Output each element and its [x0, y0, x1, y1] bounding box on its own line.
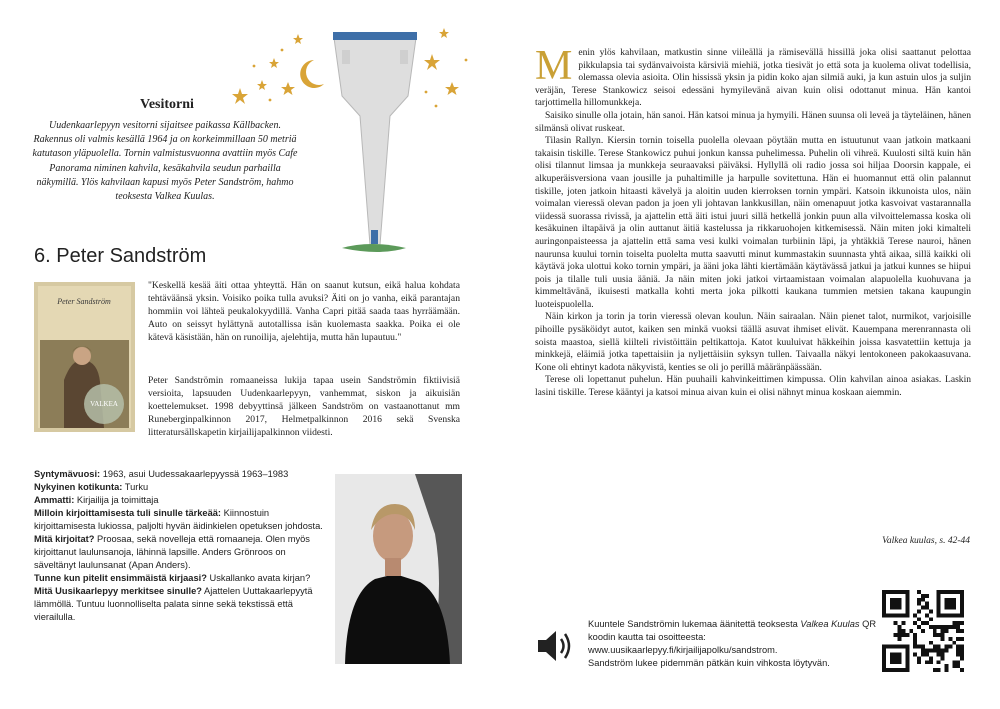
qa-item: Syntymävuosi: 1963, asui Uudessakaarlepyyssä 1963–1983 — [34, 469, 289, 479]
moon-icon — [300, 60, 324, 88]
story-paragraph: Saisiko sinulle olla jotain, hän sanoi. Hän katsoi minua ja hymyili. Hänen suunsa oli leveä ja täyteläinen, hänen silmänsä olivat ruskeat. — [535, 109, 971, 134]
author-qa — [34, 468, 330, 624]
qa-item: Mitä Uusikaarlepyy merkitsee sinulle? Ajattelen Uuttakaarlepyytä lämmöllä. Tuntuu luonnolliselta palata sinne sekä tekstissä että vierailulla. — [34, 586, 313, 622]
tower-title: Vesitorni — [140, 97, 194, 112]
qa-item: Milloin kirjoittamisesta tuli sinulle tärkeää: Kiinnostuin kirjoittamisesta lukiossa, paljolti hyvän äidinkielen opetuksen johdosta. — [34, 508, 323, 531]
qa-item: Mitä kirjoitat? Proosaa, sekä novelleja että romaaneja. Olen myös kirjoittanut laulunsanoja, lähinnä lapsille. Anders Grönroos on säveltänyt laulunsanat (Apan Anders). — [34, 534, 310, 570]
qa-item: Tunne kun pitelit ensimmäistä kirjaasi? Uskallanko avata kirjan? — [34, 573, 311, 583]
drop-cap: M — [535, 43, 573, 89]
right-page — [500, 0, 1000, 709]
audio-info: Kuuntele Sandströmin lukemaa äänitettä teoksesta Valkea Kuulas QR koodin kautta tai osoitteesta: www.uusikaarlepyy.fi/kirjailijapolku/sandstrom. Sandström lukee pidemmän pätkän kuin vihkosta löytyvän. — [588, 619, 877, 668]
book-author: Peter Sandström — [57, 297, 111, 306]
audio-url[interactable]: www.uusikaarlepyy.fi/kirjailijapolku/sandstrom. — [588, 645, 778, 655]
author-portrait — [335, 474, 462, 664]
speaker-icon[interactable] — [536, 628, 576, 664]
qa-item: Ammatti: Kirjailija ja toimittaja — [34, 495, 159, 505]
story-paragraph: Terese oli lopettanut puhelun. Hän puuhaili kahvinkeittimen kimpussa. Olin kahvilan ainoa asiakas. Laskin lasini tiskille. Terese kääntyi ja katsoi minua aivan kuin ei olisi nähnyt minua koskaan aiemmin. — [535, 374, 971, 399]
quote: "Keskellä kesää äiti ottaa yhteyttä. Hän on saanut kutsun, eikä halua kohdata tehtäväänsä yksin. Voisiko poika tulla avuksi? Äiti on jo vanha, eikä parantajan hommiin voi lähteä peukalokyydillä. Vanha Capri pitää saada taas hyrräämään. Auto on seissyt hylättynä autotallissa isän kuolemasta saakka. Poika ei ole kätevä käsistään, hän on runoilija, ajelehtija, mutta hän lupautuu." — [148, 280, 460, 343]
book-sticker-text: VALKEA — [90, 400, 118, 408]
story-paragraph: Menin ylös kahvilaan, matkustin sinne viileällä ja rämisevällä hissillä joka olisi saattanut pelottaa pikkulapsia tai sydänvaivoista kärsiviä miehiä, jotka tiesivät jo että sota ja kuolema olivat todellisia, olemassa olevia asioita. Olin hississä yksin ja pidin koko ajan silmiä auki, ja kun astuin ulos ja suljin veräjän, Terese Stankowicz seisoi edessäni hymyilevänä aivan kuin olisi odottanut minua. Hän kantoi tarjottimella hillomunkkeja. — [535, 43, 971, 109]
author-bio: Peter Sandströmin romaaneissa lukija tapaa usein Sandströmin fiktiivisiä versioita, lapsuuden Uudenkaarlepyyn, vanhemmat, siskon ja aikuisiän koettelemukset. 1998 debyyttinsä jälkeen Sandström on vastaanottanut mm Runeberginpalkinnon 2017, Helmetpalkinnon 2016 sekä Svenska litteratursällskapetin kirjailijapalkinnon viidesti. — [148, 375, 460, 438]
book-cover — [34, 282, 135, 432]
story-source: Valkea kuulas, s. 42-44 — [882, 536, 970, 546]
qa-item: Nykyinen kotikunta: Turku — [34, 482, 149, 492]
story-excerpt — [535, 43, 971, 400]
story-paragraph: Tilasin Rallyn. Kiersin tornin toisella puolella olevaan pöytään mutta en istuutunut vaan jatkoin matkaani takaisin tiskille. Terese Stankowicz puhui jonkun kanssa puhelimessa. Puhelin oli vihreä. Kuulosti siltä kuin hän olisi tilannut limsaa ja munkkeja seuraavaksi päiväksi. Hyllyllä oli radio jossa soi hiljaa Doorsin kappale, ei alkuperäisversiona vaan jousille ja puhaltimille ja harpulle sovitettuna. Hän ei huomannut että olin palannut tiskille, joten jatkoin hitaasti kävelyä ja aloitin uuden kierroksen tornin ympäri. Katsoin ikkunoista ulos, näin voimalan vieressä olevan padon ja joen yli johtavan lankkusillan, näin omenapuut jotka kasvoivat vastarannalla viidessä suorassa rivissä, ja ajattelin että äiti istui juuri sillä hetkellä jonkin puun alla vilvoittelemassa koska oli kesäkuinen iltapäivä ja olin auttanut äitiä kastelussa ja rikkaruohojen kitkemisessä. Näin miten joki kimalteli auringonpaisteessa ja ajattelin että sama vesi kulki voimalan turbiinin läpi, ja yhtäkkiä Terese nauroi, hänen naurunsa kuului tornin toiselta puolelta mutta saavutti minut kummastakin suunnasta yhtä aikaa, sillä kaikki oli käytävä joka ulottui koko tornin ympäri, ja ääni joka lähti kiertämään käytävässä jatkui ja jatkui kunnes se hiipui pois ja tilalle tuli uusia ääniä. Ja näin miten joki jatkoi virtaamistaan voimalan alapuolella kuohuvana ja kimmeltävänä, ikuisesti matkalla kohti merta joka pilkotti kaukana tummien metsien takana kaupungin luoteispuolella. — [535, 135, 971, 310]
tower-door — [371, 230, 378, 244]
tower-description: Uudenkaarlepyyn vesitorni sijaitsee paikassa Källbacken. Rakennus oli valmis kesällä 1964 ja on korkeimmillaan 50 metriä katutason yläpuolella. Tornin valmistusvuonna avattiin myös Cafe Panorama niminen kahvila, kesäkahvila seudun parhailla näkymillä. Ylös kahvilaan kapusi myös Peter Sandström, hahmo teoksesta Valkea Kuulas. — [32, 120, 298, 203]
water-tower — [333, 32, 417, 245]
qr-code[interactable] — [882, 590, 964, 672]
audio-book-title: Valkea Kuulas — [800, 619, 860, 629]
water-tower-illustration — [230, 20, 480, 275]
grass — [342, 244, 406, 252]
chapter-heading: 6. Peter Sandström — [34, 245, 207, 267]
story-paragraph: Näin kirkon ja torin ja torin vieressä olevan koulun. Näin sairaalan. Näin pienet talot, nurmikot, varjoisille pihoille pysäköidyt autot, kaiken sen minkä vuoksi täällä asuvat ihmiset elivät. Kauempana merenrannasta oli soista maastoa, siellä kiilteli rivistöittäin peltikattoja. Katot kuuluivat häkkeihin joissa kasvatettiin kettuja ja minkkejä, eläimiä jotka tapettaisiin ja nyljettäisiin syksyn tullen. Taivaalla näkyi lentokoneen pakokaasuvana. Kone oli ehtinyt kadota näkyvistä, kenties se oli jo perillä määränpäässään. — [535, 311, 971, 373]
